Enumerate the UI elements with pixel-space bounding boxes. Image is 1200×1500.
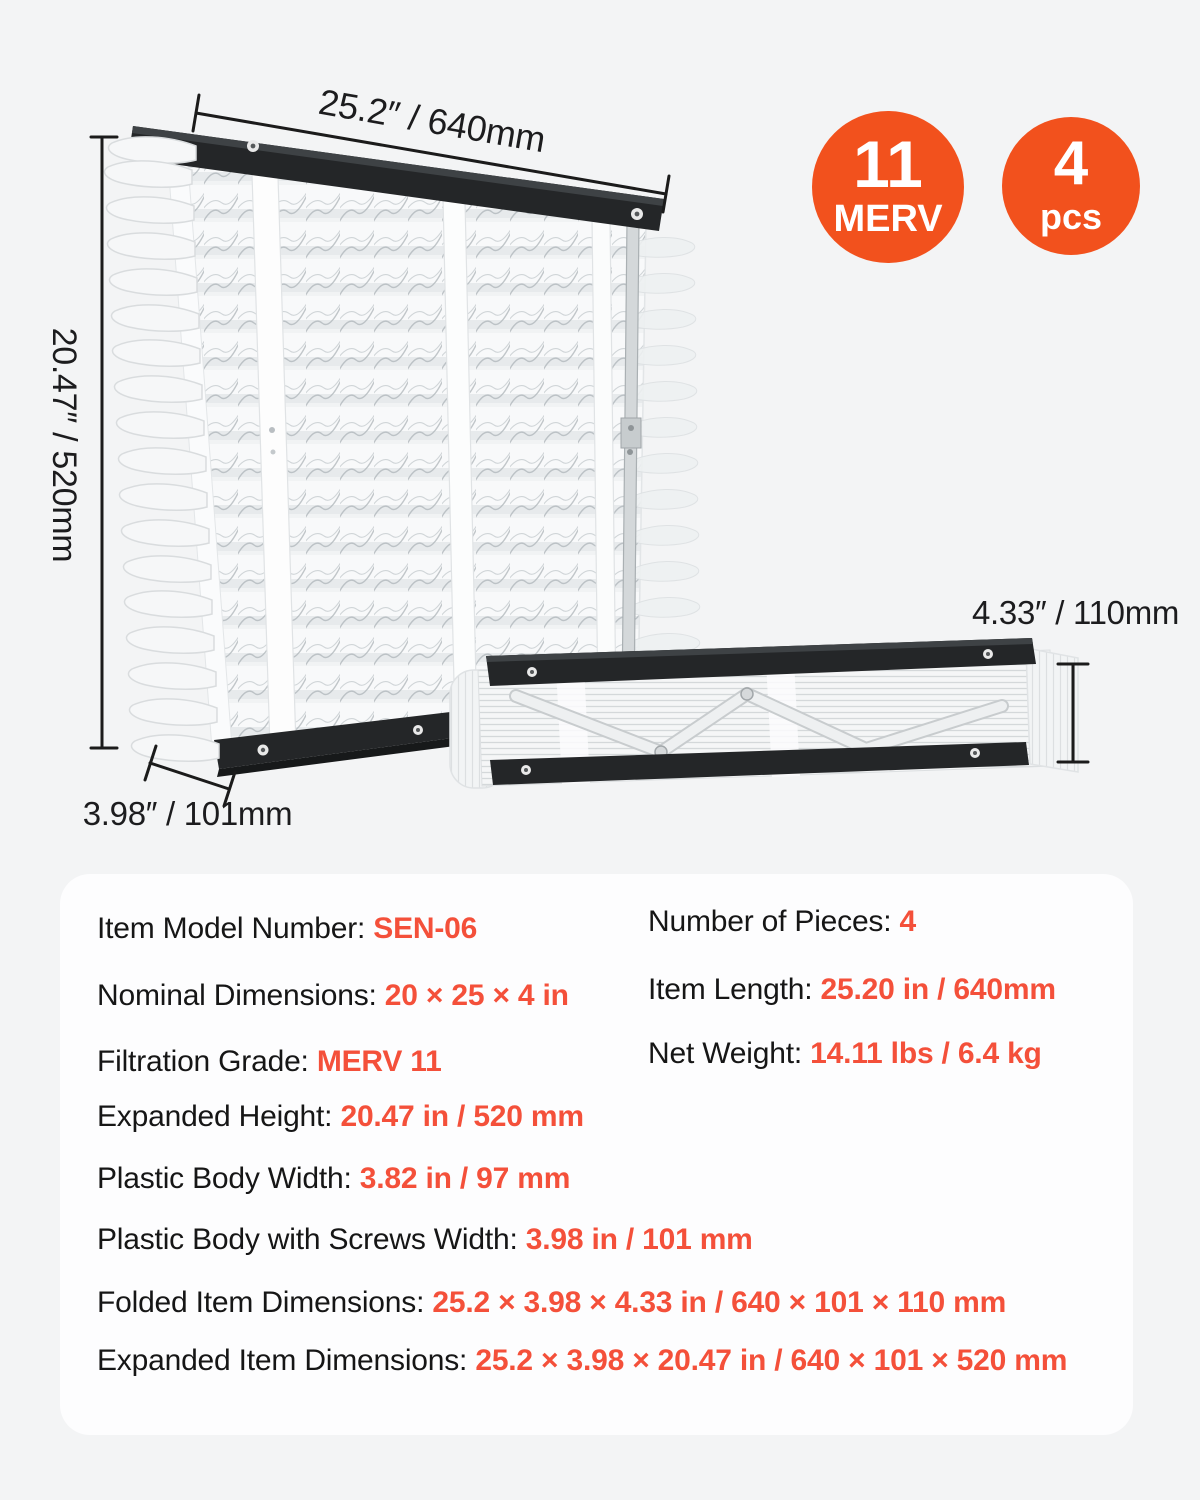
spec-row-plastic-body-width <box>97 1162 570 1196</box>
spec-label: Plastic Body Width: <box>97 1162 360 1195</box>
spec-row-item-length <box>648 973 1056 1007</box>
spec-label: Net Weight: <box>648 1037 811 1070</box>
merv-rating-badge <box>812 111 964 263</box>
spec-value: 25.2 × 3.98 × 4.33 in / 640 × 101 × 110 mm <box>432 1286 1007 1319</box>
spec-value: SEN-06 <box>373 912 478 945</box>
spec-value: 25.2 × 3.98 × 20.47 in / 640 × 101 × 520 mm <box>475 1344 1068 1377</box>
spec-label: Filtration Grade: <box>97 1045 317 1078</box>
spec-row-plastic-body-screws-width <box>97 1223 753 1257</box>
width-dimension-label: 25.2″ / 640mm <box>315 80 549 161</box>
specification-card <box>60 874 1133 1435</box>
spec-label: Expanded Height: <box>97 1100 341 1133</box>
spec-row-nominal-dimensions <box>97 979 569 1013</box>
depth-dimension-label: 3.98″ / 101mm <box>82 795 293 832</box>
spec-row-expanded-item-dimensions <box>97 1344 1067 1378</box>
merv-rating-value: 11 <box>853 126 923 201</box>
spec-label: Nominal Dimensions: <box>97 979 385 1012</box>
folded-filter-illustration <box>450 638 1078 788</box>
spec-value: MERV 11 <box>316 1045 442 1078</box>
piece-count-badge <box>1002 117 1140 255</box>
height-dimension-label: 20.47″ / 520mm <box>45 327 83 563</box>
spec-row-expanded-height <box>97 1100 584 1134</box>
spec-value: 3.98 in / 101 mm <box>525 1223 753 1256</box>
spec-label: Folded Item Dimensions: <box>97 1286 433 1319</box>
spec-value: 14.11 lbs / 6.4 kg <box>810 1037 1042 1070</box>
spec-label: Item Length: <box>648 973 821 1006</box>
piece-count-value: 4 <box>1053 128 1089 198</box>
spec-row-model-number <box>97 912 477 946</box>
spec-row-filtration-grade <box>97 1045 442 1079</box>
folded-right-cap <box>1026 648 1078 772</box>
spec-row-number-of-pieces <box>648 905 916 939</box>
spec-value: 20.47 in / 520 mm <box>340 1100 584 1133</box>
dimension-line-height <box>91 137 117 748</box>
merv-rating-label: MERV <box>833 197 943 240</box>
spec-row-folded-item-dimensions <box>97 1286 1006 1320</box>
spec-value: 3.82 in / 97 mm <box>359 1162 571 1195</box>
spec-label: Plastic Body with Screws Width: <box>97 1223 526 1256</box>
spec-label: Expanded Item Dimensions: <box>97 1344 476 1377</box>
spec-value: 4 <box>899 905 917 938</box>
spec-label: Item Model Number: <box>97 912 374 945</box>
spec-label: Number of Pieces: <box>648 905 900 938</box>
spec-row-net-weight <box>648 1037 1042 1071</box>
spec-value: 20 × 25 × 4 in <box>384 979 569 1012</box>
piece-count-label: pcs <box>1039 195 1103 237</box>
folded-height-dimension-label: 4.33″ / 110mm <box>972 594 1180 631</box>
spec-value: 25.20 in / 640mm <box>820 973 1056 1006</box>
